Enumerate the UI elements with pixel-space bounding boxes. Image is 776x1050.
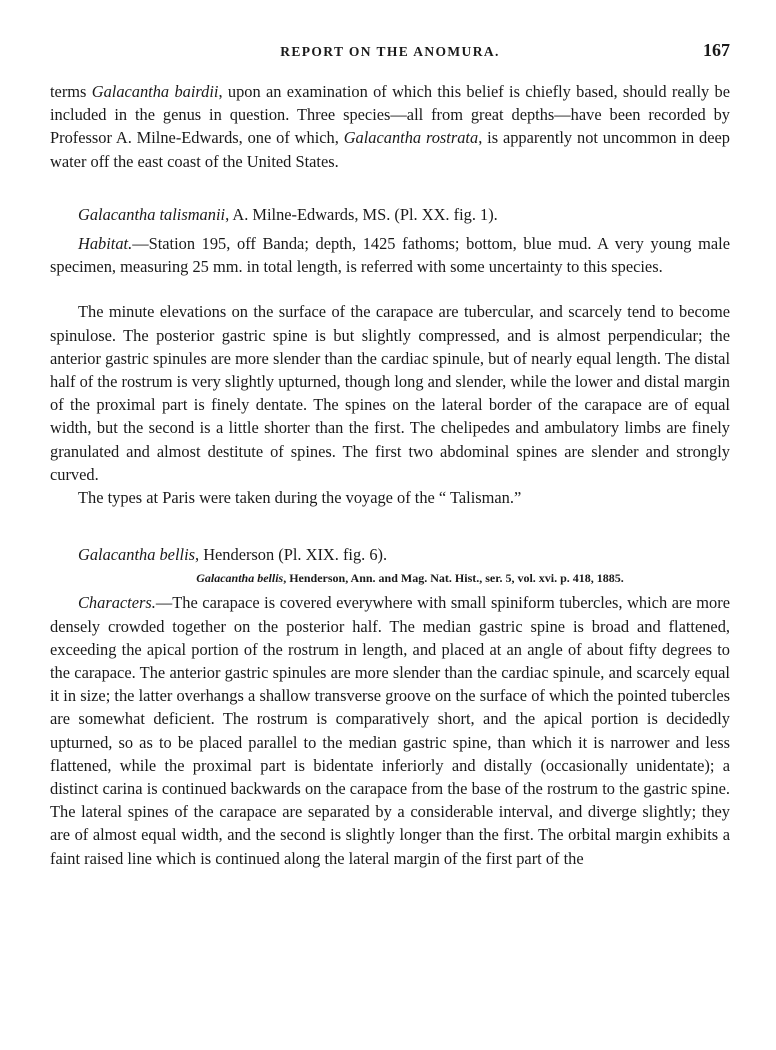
characters-text: —The carapace is covered everywhere with small spiniform tubercles, which are more densely crowded together on the posterior half. The median gastric spine is broad and flattened, exceeding the apical portion of the rostrum in length, and placed at an angle of about fifty degrees to the carapace. The anterior gastric spinules are more slender than the cardiac spinule, and scarcely equal it in size; the latter overhangs a shallow transverse groove on the surface of which the pointed tubercles are somewhat deficient. The rostrum is comparatively short, and the apical portion is decidedly upturned, so as to be placed parallel to the median gastric spine, than which it is narrower and less flattened, while the proximal part is bidentate inferiorly and distally (occasionally unidentate); a distinct carina is continued backwards on the carapace from the base of the rostrum to the gastric spine. The lateral spines of the carapace are separated by a considerable interval, and diverge slightly; they are of almost equal width, and the second is slightly longer than the first. The orbital margin exhibits a faint raised line which is continued along the lateral margin of the first part of the [50,593,730,868]
talismanii-description: The minute elevations on the surface of the carapace are tubercular, and scarcely tend to become spinulose. The posterior gastric spine is but slightly compressed, and is almost perpendicular; the anterior gastric spinules are more slender than the cardiac spinule, but of nearly equal length. The distal half of the rostrum is very slightly upturned, though long and slender, while the lower and distal margin of the proximal part is finely dentate. The spines on the lateral border of the carapace are of equal width, but the second is a little shorter than the first. The chelipedes and ambulatory limbs are finely granulated and almost destitute of spines. The first two abdominal spines are slender and strongly curved. [50,302,730,484]
talismanii-name: Galacantha talismanii [78,204,226,224]
page [50,38,730,870]
bellis-heading [50,543,730,566]
talismanii-types-note: The types at Paris were taken during the voyage of the “ Talisman.” [78,488,522,508]
citation-name: Galacantha bellis [196,571,284,586]
intro-paragraph [50,80,730,173]
intro-text-2: , upon an examination of which this belief is chiefly based, should really be included in the genus in question. Three species—all from great depths—have been recorded by Professor A. Milne-Edwards, one of which, [50,82,730,148]
bellis-name: Galacantha bellis [78,545,195,565]
intro-text-1: terms [50,82,92,101]
page-number: 167 [703,40,730,60]
habitat-text: —Station 195, off Banda; depth, 1425 fathoms; bottom, blue mud. A very young male specimen, measuring 25 mm. in total length, is referred with some uncertainty to this species. [50,234,730,277]
running-head: REPORT ON THE ANOMURA. [280,44,500,59]
talismanii-authority: , A. Milne-Edwards, MS. (Pl. XX. fig. 1). [225,204,498,224]
characters-label: Characters. [78,593,156,613]
talismanii-habitat [50,232,730,278]
habitat-label: Habitat. [78,234,133,254]
bellis-citation [50,569,730,587]
intro-species-2: Galacantha rostrata [343,128,479,148]
bellis-authority: , Henderson (Pl. XIX. fig. 6). [195,545,388,565]
citation-text: , Henderson, Ann. and Mag. Nat. Hist., ser. 5, vol. xvi. p. 418, 1885. [283,571,624,586]
intro-species-1: Galacantha bairdii [91,82,219,101]
intro-text-3: , is apparently not uncommon in deep water off the east coast of the United States. [50,128,730,171]
bellis-characters [50,591,730,869]
talismanii-heading [50,203,730,226]
page-header [50,38,730,68]
